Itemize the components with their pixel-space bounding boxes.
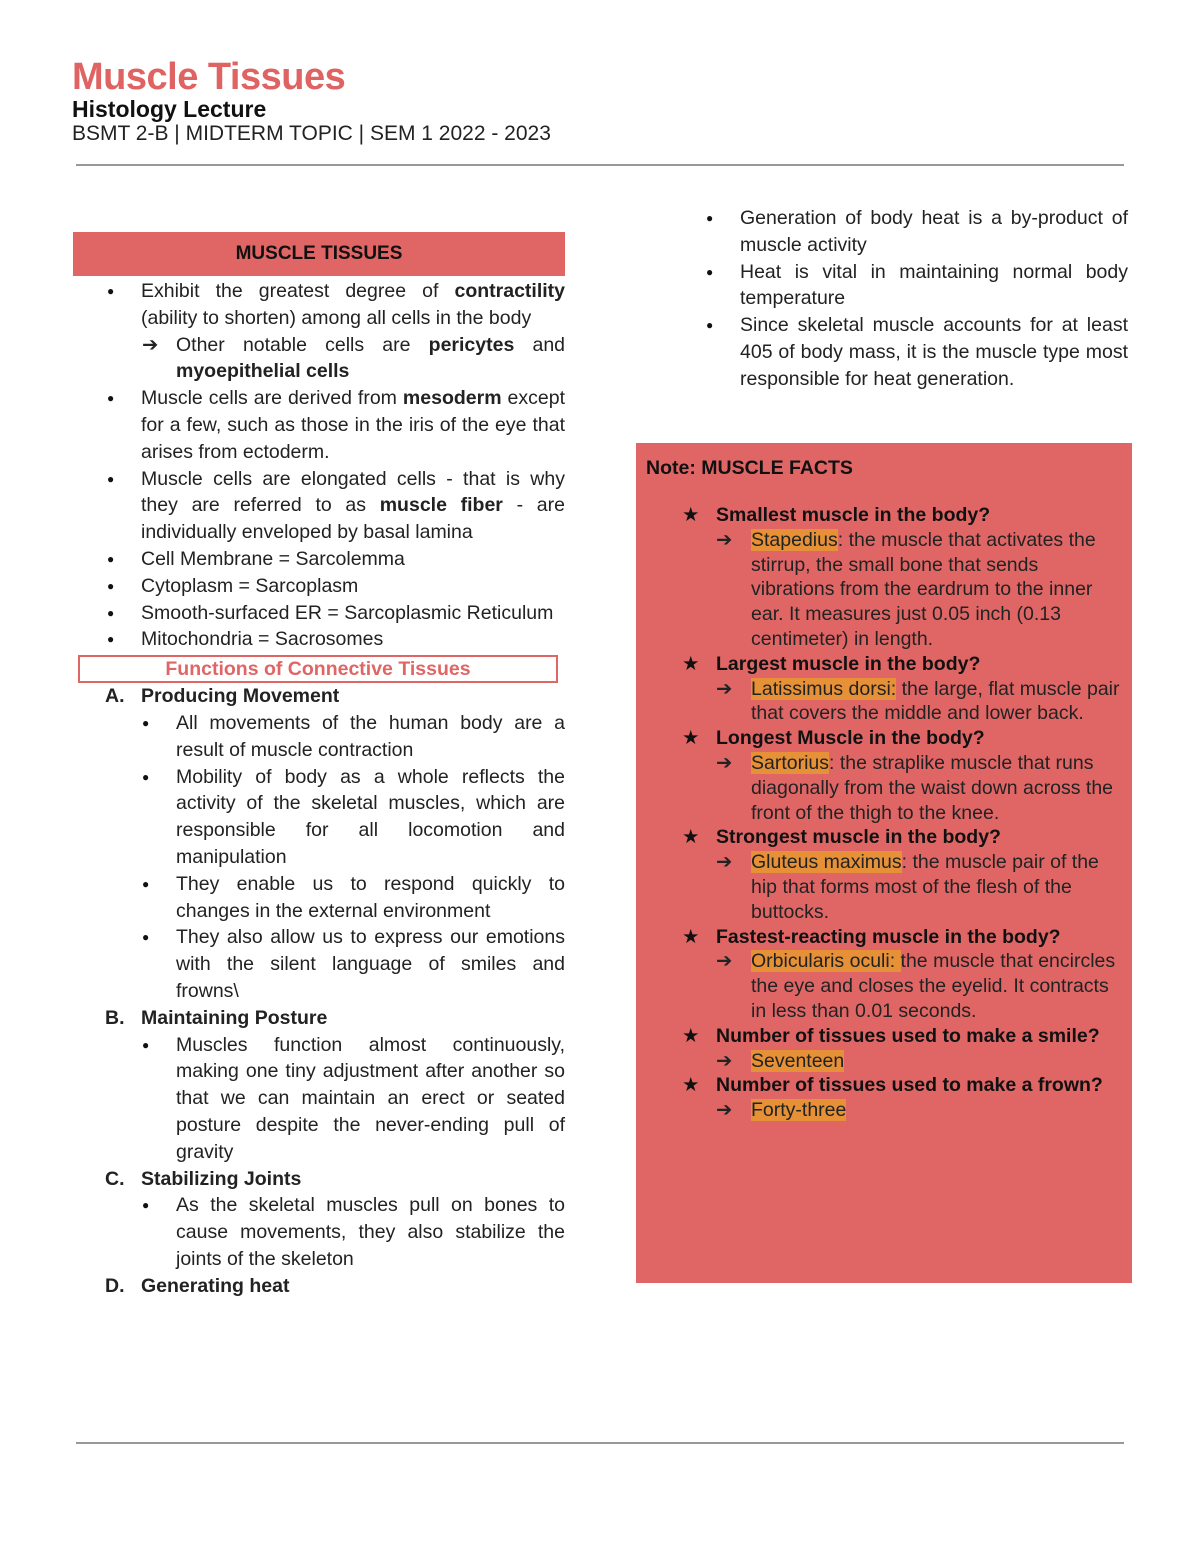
page-title: Muscle Tissues	[72, 56, 346, 98]
fact-question: ★ Smallest muscle in the body?	[716, 503, 1122, 528]
facts-list	[636, 503, 1132, 1123]
list-item: ● Generation of body heat is a by-product of muscle activity	[740, 205, 1128, 259]
fact-description: : the muscle pair of the hip that forms most of the flesh of the buttocks.	[751, 851, 1099, 923]
list-item: ● Muscles function almost continuously, making one tiny adjustment after another so that we can maintain an erect or seated posture despite the never-ending pull of gravity	[176, 1032, 565, 1166]
list-item: ● Cytoplasm = Sarcoplasm	[141, 573, 565, 600]
muscle-facts-note	[636, 443, 1132, 1283]
fact-item	[636, 726, 1132, 825]
course-meta: BSMT 2-B | MIDTERM TOPIC | SEM 1 2022 - 2023	[72, 122, 551, 145]
list-item: ● They also allow us to express our emotions with the silent language of smiles and frowns\	[176, 924, 565, 1004]
fact-question: ★ Strongest muscle in the body?	[716, 825, 1122, 850]
function-points	[141, 710, 565, 1005]
fact-item	[636, 825, 1132, 924]
note-title: Note: MUSCLE FACTS	[646, 457, 853, 479]
fact-answer	[716, 528, 1122, 652]
fact-answer	[716, 751, 1122, 825]
function-item	[105, 1166, 565, 1273]
fact-item	[636, 503, 1132, 652]
fact-term: Sartorius	[751, 751, 830, 774]
list-item: ● Smooth-surfaced ER = Sarcoplasmic Reticulum	[141, 600, 565, 627]
list-item: ● Muscle cells are derived from mesoderm except for a few, such as those in the iris of the eye that arises from ectoderm.	[141, 385, 565, 465]
fact-answer	[716, 850, 1122, 924]
fact-question: ★ Longest Muscle in the body?	[716, 726, 1122, 751]
list-item: ➔ Other notable cells are pericytes and myoepithelial cells	[176, 332, 565, 386]
fact-answer	[716, 949, 1122, 1023]
fact-term: Latissimus dorsi:	[751, 677, 897, 700]
fact-question: ★ Largest muscle in the body?	[716, 652, 1122, 677]
fact-answer	[716, 1049, 1122, 1074]
fact-item	[636, 1073, 1132, 1123]
list-item: ● Heat is vital in maintaining normal body temperature	[740, 259, 1128, 313]
function-letter: B.	[105, 1006, 125, 1029]
list-item: ● All movements of the human body are a result of muscle contraction	[176, 710, 565, 764]
fact-term: Seventeen	[751, 1049, 845, 1072]
sub-list	[141, 332, 565, 386]
left-column	[73, 232, 565, 1299]
section-header: MUSCLE TISSUES	[73, 232, 565, 276]
footer-divider	[76, 1442, 1124, 1444]
list-item: ● Since skeletal muscle accounts for at least 405 of body mass, it is the muscle type most responsible for heat generation.	[740, 312, 1128, 392]
list-item: ● Exhibit the greatest degree of contractility (ability to shorten) among all cells in the body ➔ Other notable cells are pericytes and myoepithelial cells	[141, 278, 565, 385]
heat-bullet-list	[673, 205, 1128, 393]
fact-item	[636, 652, 1132, 726]
fact-term: Gluteus maximus	[751, 851, 902, 874]
right-column	[673, 205, 1128, 393]
fact-question: ★ Fastest-reacting muscle in the body?	[716, 925, 1122, 950]
fact-question: ★ Number of tissues used to make a smile?	[716, 1024, 1122, 1049]
fact-answer	[716, 1098, 1122, 1123]
fact-item	[636, 1024, 1132, 1074]
function-title: Maintaining Posture	[141, 1006, 328, 1029]
fact-description: the large, flat muscle pair that covers the middle and lower back.	[751, 677, 1120, 725]
functions-list	[73, 683, 565, 1299]
page-subtitle: Histology Lecture	[72, 96, 267, 122]
list-item: ● They enable us to respond quickly to changes in the external environment	[176, 871, 565, 925]
muscle-bullet-list	[73, 278, 565, 653]
fact-term: Stapedius	[751, 528, 838, 551]
fact-description: : the muscle that activates the stirrup, the small bone that sends vibrations from the eardrum to the inner ear. It measures just 0.05 inch (0.13 centimeter) in length.	[751, 528, 1096, 650]
fact-question: ★ Number of tissues used to make a frown?	[716, 1073, 1122, 1098]
fact-answer	[716, 677, 1122, 727]
function-letter: A.	[105, 685, 125, 708]
function-points	[141, 1032, 565, 1166]
fact-term: Forty-three	[751, 1099, 847, 1122]
fact-item	[636, 925, 1132, 1024]
function-title: Stabilizing Joints	[141, 1167, 302, 1190]
function-letter: C.	[105, 1167, 125, 1190]
function-letter: D.	[105, 1274, 125, 1297]
function-points	[141, 1192, 565, 1272]
list-item: ● As the skeletal muscles pull on bones to cause movements, they also stabilize the joints of the skeleton	[176, 1192, 565, 1272]
function-title: Generating heat	[141, 1274, 290, 1297]
function-item	[105, 1273, 565, 1300]
function-item	[105, 683, 565, 1005]
list-item: ● Mitochondria = Sacrosomes	[141, 626, 565, 653]
functions-heading: Functions of Connective Tissues	[78, 655, 558, 683]
list-item: ● Cell Membrane = Sarcolemma	[141, 546, 565, 573]
function-title: Producing Movement	[141, 685, 340, 708]
list-item: ● Mobility of body as a whole reflects the activity of the skeletal muscles, which are responsible for all locomotion and manipulation	[176, 764, 565, 871]
header-divider	[76, 164, 1124, 166]
fact-term: Orbicularis oculi:	[751, 950, 901, 973]
function-item	[105, 1005, 565, 1166]
fact-description: the muscle that encircles the eye and closes the eyelid. It contracts in less than 0.01 seconds.	[751, 950, 1116, 1022]
fact-description: : the straplike muscle that runs diagonally from the waist down across the front of the thigh to the knee.	[751, 751, 1114, 824]
list-item: ● Muscle cells are elongated cells - that is why they are referred to as muscle fiber - are individually enveloped by basal lamina	[141, 466, 565, 546]
